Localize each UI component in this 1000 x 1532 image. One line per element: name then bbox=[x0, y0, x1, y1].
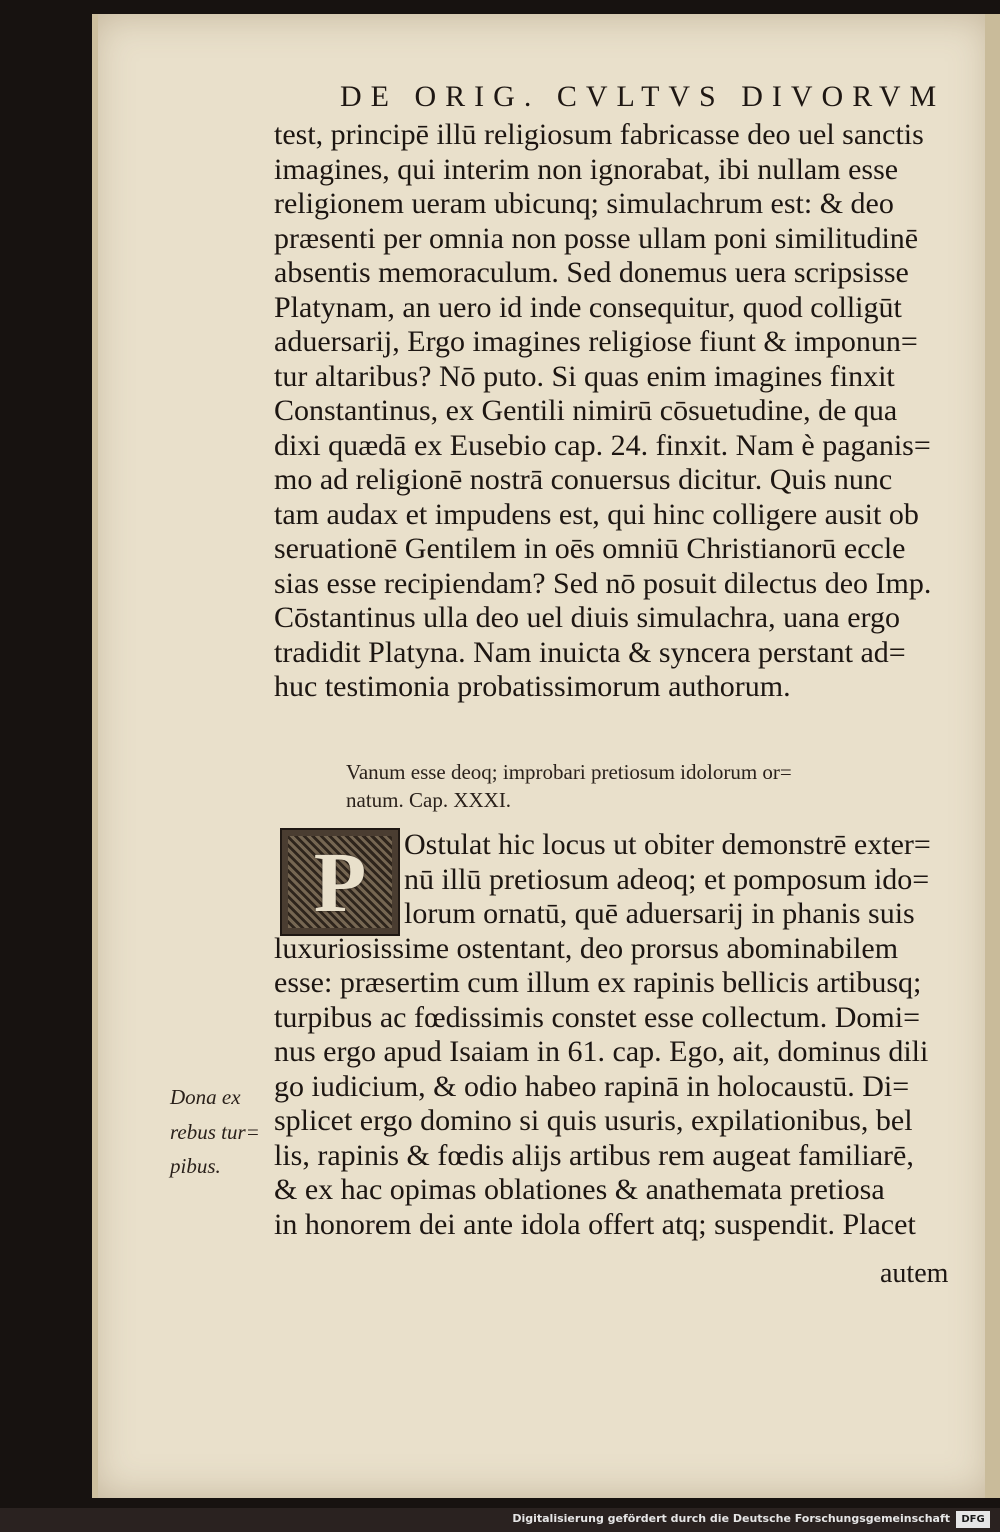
page-gutter-edge bbox=[92, 14, 98, 1498]
text-line: splicet ergo domino si quis usuris, expilationibus, bel bbox=[274, 1104, 913, 1137]
margin-note-line: pibus. bbox=[170, 1154, 221, 1178]
text-line: in honorem dei ante idola offert atq; suspendit. Placet bbox=[274, 1207, 916, 1241]
text-line: Cōstantinus ulla deo uel diuis simulachra, uana ergo bbox=[274, 601, 900, 634]
text-line: aduersarij, Ergo imagines religiose fiunt & imponun= bbox=[274, 325, 918, 358]
paragraph-1 bbox=[274, 118, 979, 705]
text-line: luxuriosissime ostentant, deo prorsus abominabilem bbox=[274, 931, 899, 965]
chapter-heading bbox=[346, 758, 966, 814]
dfg-logo: DFG bbox=[956, 1511, 990, 1528]
text-line: Ostulat hic locus ut obiter demonstrē exter= bbox=[404, 828, 931, 861]
text-line: mo ad religionē nostrā conuersus dicitur. Quis nunc bbox=[274, 463, 893, 496]
text-line: go iudicium, & odio habeo rapinā in holocaustū. Di= bbox=[274, 1069, 910, 1103]
text-line: esse: præsertim cum illum ex rapinis bellicis artibusq; bbox=[274, 966, 922, 999]
text-line: præsenti per omnia non posse ullam poni similitudinē bbox=[274, 221, 919, 255]
text-line: lorum ornatū, quē aduersarij in phanis suis bbox=[404, 897, 915, 930]
text-line: Platynam, an uero id inde consequitur, quod colligūt bbox=[274, 290, 902, 324]
text-line: test, principē illū religiosum fabricasse deo uel sanctis bbox=[274, 118, 924, 151]
footer-bar bbox=[0, 1508, 1000, 1532]
text-line: nū illū pretiosum adeoq; et pomposum ido= bbox=[404, 862, 930, 896]
text-line: sias esse recipiendam? Sed nō posuit dilectus deo Imp. bbox=[274, 566, 932, 600]
text-line: absentis memoraculum. Sed donemus uera scripsisse bbox=[274, 256, 909, 289]
text-line: religionem ueram ubicunq; simulachrum est: & deo bbox=[274, 187, 894, 220]
next-page-edge bbox=[985, 14, 1000, 1498]
text-line: huc testimonia probatissimorum authorum. bbox=[274, 670, 791, 703]
text-line: & ex hac opimas oblationes & anathemata pretiosa bbox=[274, 1173, 885, 1206]
catchword: autem bbox=[880, 1258, 949, 1289]
text-line: tur altaribus? Nō puto. Si quas enim imagines finxit bbox=[274, 359, 895, 393]
margin-note-line: rebus tur= bbox=[170, 1119, 260, 1144]
marginal-note bbox=[170, 1080, 270, 1184]
heading-line: natum. Cap. XXXI. bbox=[346, 788, 512, 812]
footer-credit: Digitalisierung gefördert durch die Deutsche Forschungsgemeinschaft bbox=[512, 1512, 950, 1525]
text-line: tam audax et impudens est, qui hinc colligere ausit ob bbox=[274, 497, 919, 531]
paragraph-2 bbox=[274, 828, 979, 1242]
initial-letter: P bbox=[313, 834, 367, 930]
text-line: seruationē Gentilem in oēs omniū Christianorū eccle bbox=[274, 532, 906, 565]
text-line: nus ergo apud Isaiam in 61. cap. Ego, ait, dominus dili bbox=[274, 1035, 929, 1068]
text-line: tradidit Platyna. Nam inuicta & syncera perstant ad= bbox=[274, 635, 906, 669]
text-line: turpibus ac fœdissimis constet esse collectum. Domi= bbox=[274, 1000, 920, 1034]
text-line: lis, rapinis & fœdis alijs artibus rem augeat familiarē, bbox=[274, 1138, 914, 1172]
running-head: DE ORIG. CVLTVS DIVORVM bbox=[340, 80, 946, 113]
margin-note-line: Dona ex bbox=[170, 1085, 241, 1109]
heading-line: Vanum esse deoq; improbari pretiosum idolorum or= bbox=[346, 760, 792, 784]
text-line: dixi quædā ex Eusebio cap. 24. finxit. Nam è paganis= bbox=[274, 428, 931, 462]
text-line: Constantinus, ex Gentili nimirū cōsuetudine, de qua bbox=[274, 394, 898, 427]
text-line: imagines, qui interim non ignorabat, ibi nullam esse bbox=[274, 152, 899, 186]
